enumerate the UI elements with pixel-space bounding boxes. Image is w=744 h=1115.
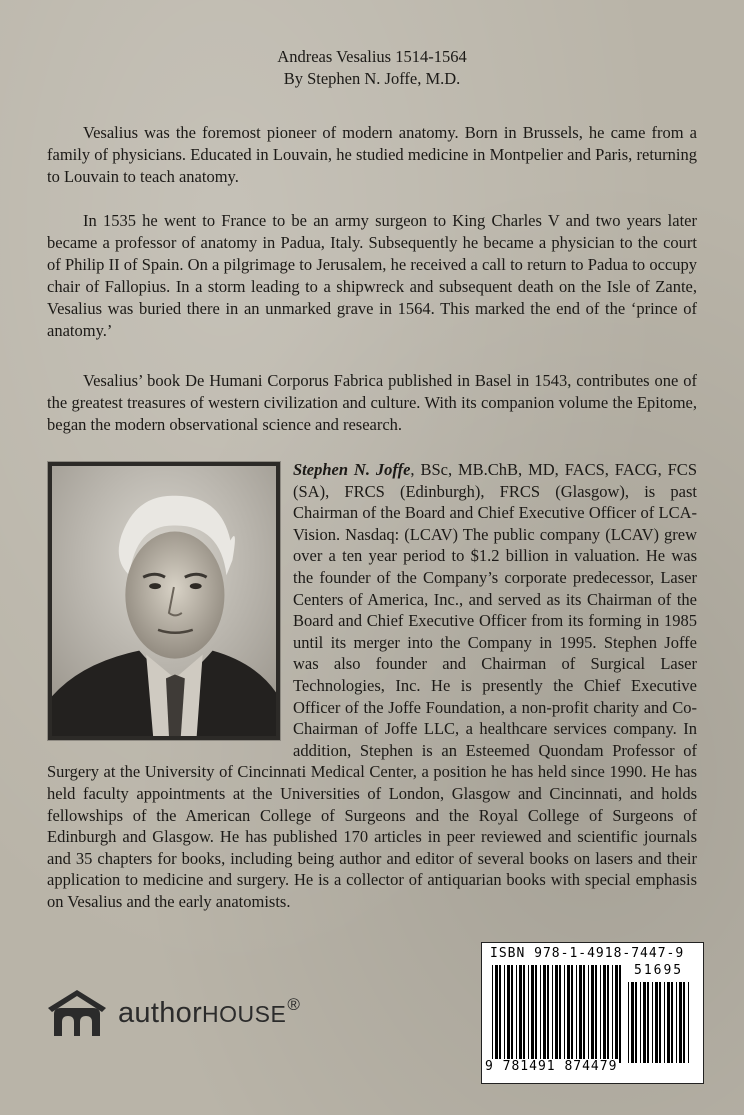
- price-addon-number: 51695: [634, 963, 684, 978]
- author-photo: [47, 461, 281, 741]
- barcode: [481, 942, 704, 1084]
- book-title: Andreas Vesalius 1514-1564: [277, 47, 467, 66]
- publisher-name-author: author: [118, 996, 203, 1029]
- author-name: Stephen N. Joffe: [293, 460, 411, 479]
- paragraph-life: In 1535 he went to France to be an army surgeon to King Charles V and two years later became a professor of anatomy in Padua, Italy. Subsequently he became a physician to the court of Philip II of Spain. On a pilgrimage to Jerusalem, he received a call to return to Padua to occupy chair of Fallopius. In a storm leading to a shipwreck and subsequent death on the Isle of Zante, Vesalius was buried there in an unmarked grave in 1564. This marked the end of the ‘prince of anatomy.’: [47, 211, 697, 340]
- author-bio: [47, 459, 697, 912]
- publisher-name-house: HOUSE: [202, 1000, 287, 1027]
- paragraph-intro: Vesalius was the foremost pioneer of modern anatomy. Born in Brussels, he came from a family of physicians. Educated in Louvain, he studied medicine in Montpelier and Paris, returning to Louvain to teach anatomy.: [47, 123, 697, 186]
- publisher-logo: [44, 986, 300, 1040]
- registered-mark: ®: [287, 994, 301, 1014]
- paragraph-fabrica: Vesalius’ book De Humani Corporus Fabrica published in Basel in 1543, contributes one of the greatest treasures of western civilization and culture. With its companion volume the Epitome, began the modern observational science and research.: [47, 371, 697, 434]
- ean-barcode-bars: [492, 965, 622, 1063]
- book-byline: By Stephen N. Joffe, M.D.: [283, 69, 461, 88]
- publisher-name: [118, 994, 301, 1030]
- isbn-label: ISBN 978-1-4918-7447-9: [490, 946, 685, 961]
- authorhouse-logo-icon: [44, 986, 110, 1040]
- title-block: [0, 46, 744, 90]
- author-bio-text: , BSc, MB.ChB, MD, FACS, FACG, FCS (SA), FRCS (Edinburgh), FRCS (Glasgow), is past Chairman of the Board and Chief Executive Officer of LCA-Vision. Nasdaq: (LCAV) The public company (LCAV) grew over a ten year period to $1.2 billion in valuation. He was the founder of the Company’s corporate predecessor, Laser Centers of America, Inc., and served as its Chairman of the Board and Chief Executive Officer from its forming in 1985 until its merger into the Company in 1995. Stephen Joffe was also founder and Chairman of Surgical Laser Technologies, Inc. He is presently the Chief Executive Officer of the Joffe Foundation, a non-profit charity and Co-Chairman of Joffe LLC, a healthcare services company. In addition, Stephen is an Esteemed Quondam Professor of Surgery at the University of Cincinnati Medical Center, a position he has held since 1990. He has held faculty appointments at the Universities of London, Glasgow and Cincinnati, and holds fellowships of the American College of Surgeons and the Royal College of Surgeons of Edinburgh and Glasgow. He has published 170 articles in peer reviewed and scientific journals and 35 chapters for books, including being author and editor of several books on lasers and their application to medicine and surgery. He is a collector of antiquarian books with special emphasis on Vesalius and the early anatomists.: [47, 460, 697, 911]
- ean-number: 9 781491 874479: [485, 1059, 618, 1074]
- addon-barcode-bars: [628, 982, 692, 1063]
